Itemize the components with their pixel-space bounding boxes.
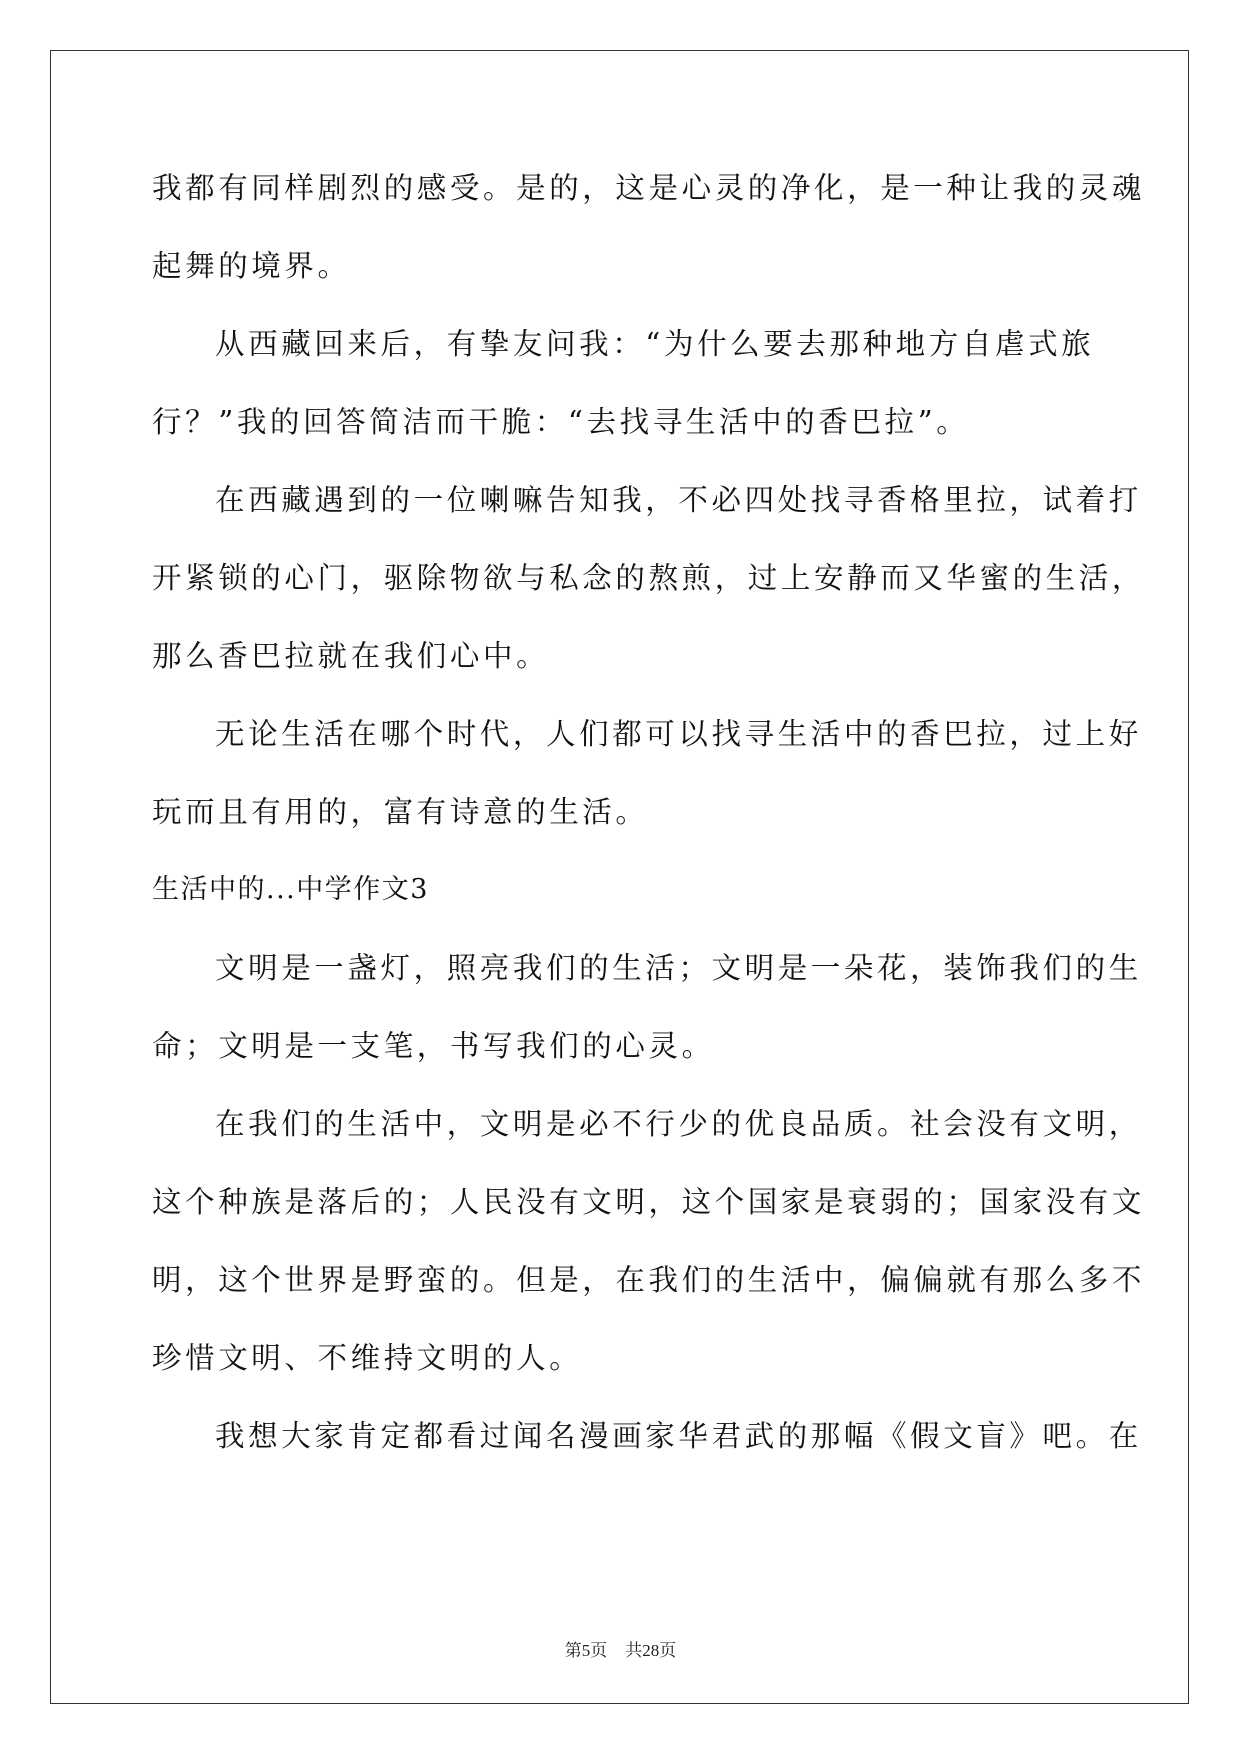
document-body [152, 166, 1146, 1492]
text-line: 起舞的境界。 [152, 249, 351, 283]
text-line: 玩而且有用的，富有诗意的生活。 [152, 795, 649, 829]
text-line: 行？”我的回答简洁而干脆：“去找寻生活中的香巴拉”。 [152, 405, 970, 439]
text-line: 开紧锁的心门，驱除物欲与私念的熬煎，过上安静而又华蜜的生活， [152, 561, 1146, 595]
page-footer [0, 1636, 1241, 1661]
text-line: 从西藏回来后，有挚友问我：“为什么要去那种地方自虐式旅 [215, 327, 1095, 361]
text-line: 无论生活在哪个时代，人们都可以找寻生活中的香巴拉，过上好 [215, 717, 1142, 751]
text-line: 那么香巴拉就在我们心中。 [152, 639, 550, 673]
text-line: 珍惜文明、不维持文明的人。 [152, 1341, 583, 1375]
text-line: 在我们的生活中，文明是必不行少的优良品质。社会没有文明， [215, 1107, 1142, 1141]
text-line: 明，这个世界是野蛮的。但是，在我们的生活中，偏偏就有那么多不 [152, 1263, 1146, 1297]
section-heading: 生活中的...中学作文3 [152, 874, 429, 905]
text-line: 在西藏遇到的一位喇嘛告知我，不必四处找寻香格里拉，试着打 [215, 483, 1142, 517]
text-line: 文明是一盏灯，照亮我们的生活；文明是一朵花，装饰我们的生 [215, 951, 1142, 985]
text-line: 命；文明是一支笔，书写我们的心灵。 [152, 1029, 715, 1063]
page-total: 共28页 [625, 1641, 677, 1660]
text-line: 我都有同样剧烈的感受。是的，这是心灵的净化，是一种让我的灵魂 [152, 171, 1146, 205]
text-line: 这个种族是落后的；人民没有文明，这个国家是衰弱的；国家没有文 [152, 1185, 1146, 1219]
page-number: 第5页 [564, 1641, 608, 1660]
text-line: 我想大家肯定都看过闻名漫画家华君武的那幅《假文盲》吧。在 [215, 1419, 1142, 1453]
